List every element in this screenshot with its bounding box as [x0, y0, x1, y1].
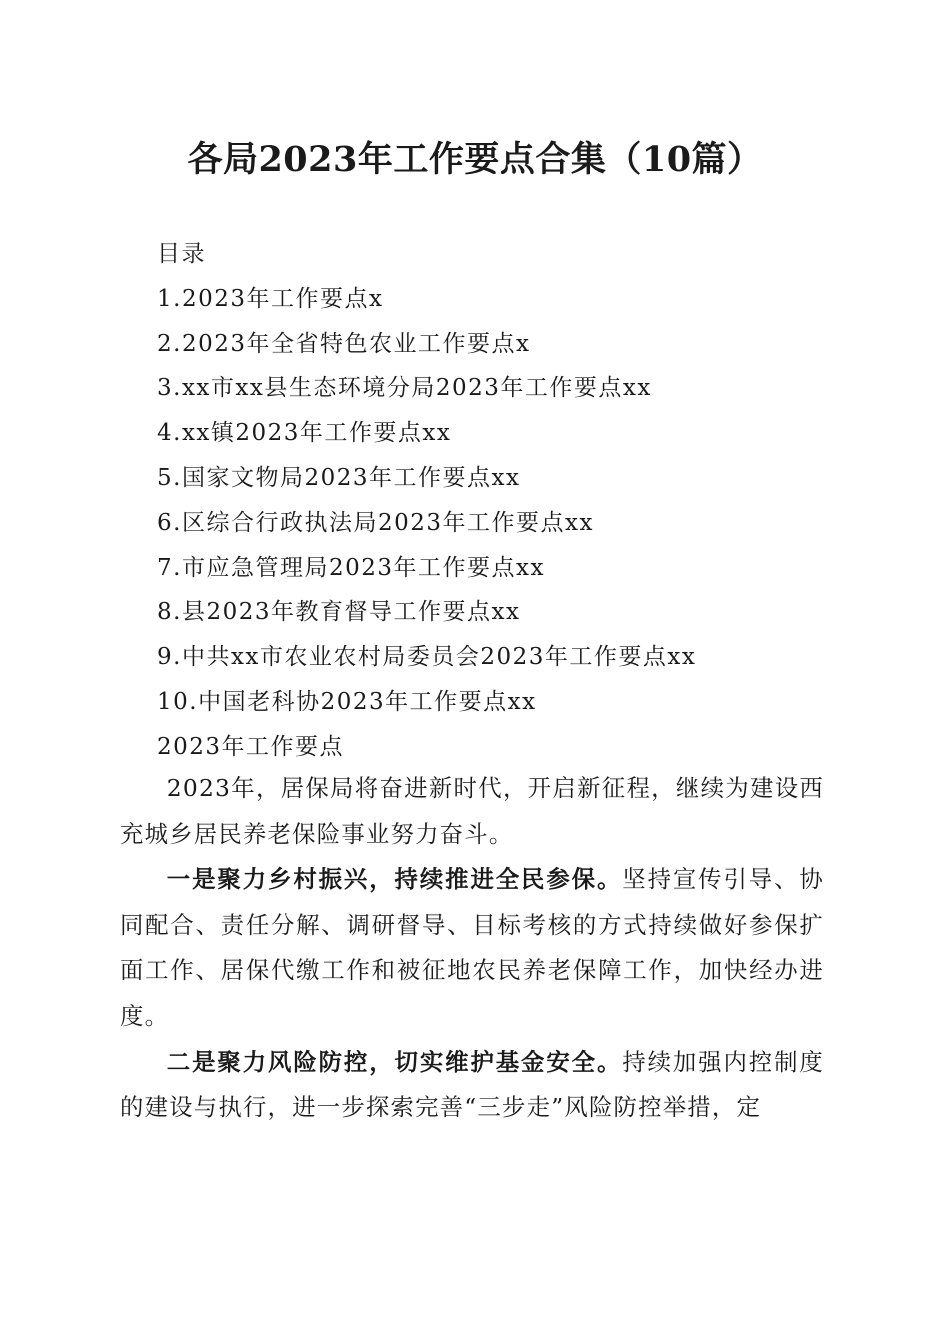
toc-item: 3.xx市xx县生态环境分局2023年工作要点xx — [157, 375, 652, 402]
table-of-contents — [157, 232, 857, 770]
paragraph-point-one-text: 坚持宣传引导、协同配合、责任分解、调研督导、目标考核的方式持续做好参保扩面工作、居保代缴工作和被征地农民养老保障工作，加快经办进度。 — [120, 865, 824, 1030]
toc-item: 6.区综合行政执法局2023年工作要点xx — [157, 509, 594, 536]
toc-heading: 目录 — [157, 241, 206, 267]
toc-item: 9.中共xx市农业农村局委员会2023年工作要点xx — [157, 644, 697, 671]
toc-item: 4.xx镇2023年工作要点xx — [157, 420, 452, 447]
paragraph-point-one — [120, 857, 824, 1039]
paragraph-intro — [120, 766, 824, 857]
toc-item: 1.2023年工作要点x — [157, 285, 384, 312]
paragraph-intro-text: 2023年，居保局将奋进新时代，开启新征程，继续为建设西充城乡居民养老保险事业努力奋斗。 — [120, 774, 824, 848]
paragraph-point-two-text: 持续加强内控制度的建设与执行，进一步探索完善“三步走”风险防控举措，定 — [120, 1047, 824, 1122]
body-text — [120, 766, 824, 1131]
paragraph-point-two — [120, 1040, 824, 1131]
toc-item: 7.市应急管理局2023年工作要点xx — [157, 554, 545, 581]
toc-item: 2.2023年全省特色农业工作要点x — [157, 330, 531, 357]
toc-item: 8.县2023年教育督导工作要点xx — [157, 599, 521, 626]
section-title: 2023年工作要点 — [157, 733, 345, 760]
paragraph-point-two-lead: 二是聚力风险防控，切实维护基金安全。 — [166, 1047, 623, 1076]
toc-item: 10.中国老科协2023年工作要点xx — [157, 688, 537, 715]
paragraph-point-one-lead: 一是聚力乡村振兴，持续推进全民参保。 — [166, 865, 623, 894]
toc-item: 5.国家文物局2023年工作要点xx — [157, 464, 521, 491]
document-title: 各局2023年工作要点合集（10篇） — [187, 139, 763, 180]
